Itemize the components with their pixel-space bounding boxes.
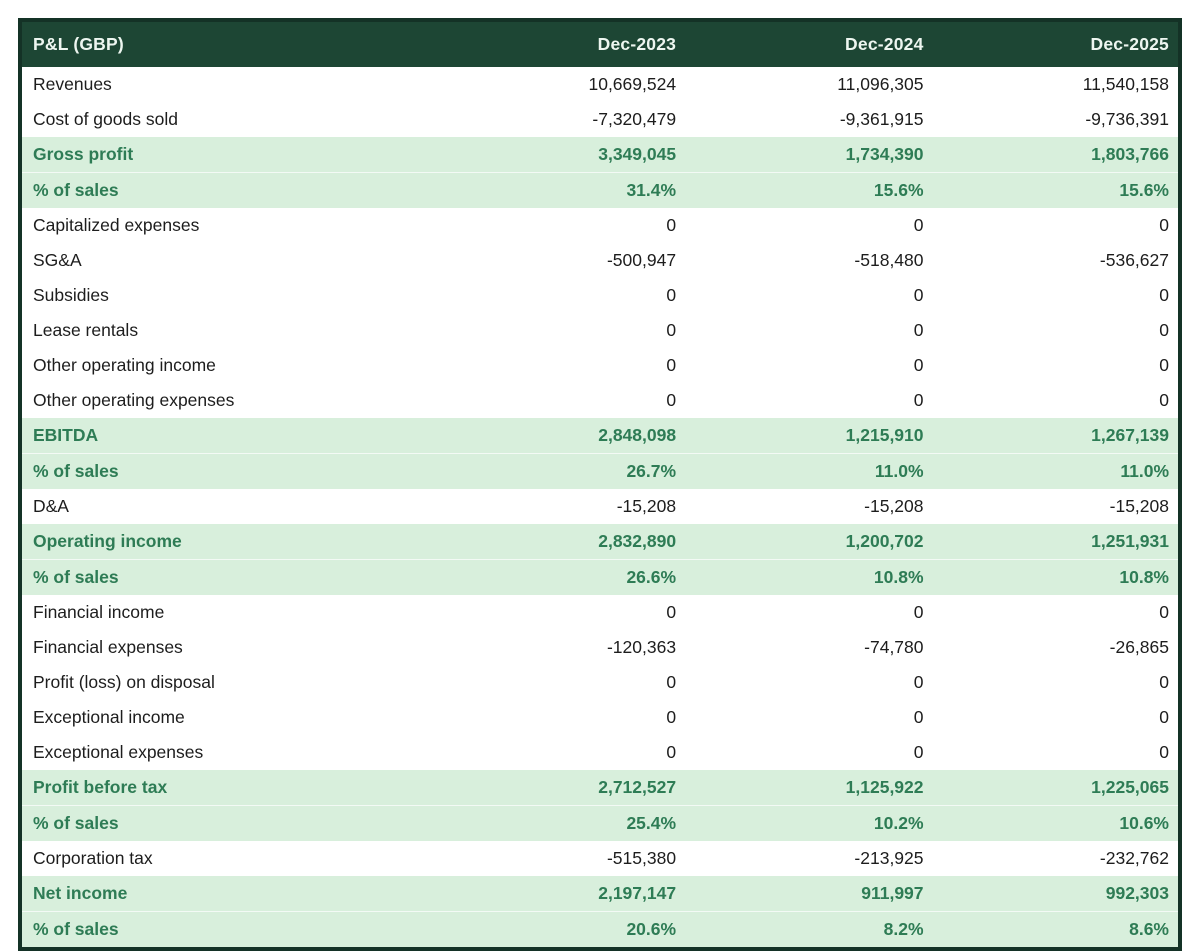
row-label: Corporation tax <box>20 841 438 876</box>
value-cell: 10.2% <box>685 806 932 842</box>
value-cell: -15,208 <box>438 489 685 524</box>
value-cell: 8.2% <box>685 912 932 950</box>
value-cell: 0 <box>933 278 1180 313</box>
value-cell: 1,225,065 <box>933 770 1180 806</box>
value-cell: 20.6% <box>438 912 685 950</box>
value-cell: 0 <box>685 595 932 630</box>
value-cell: 0 <box>438 313 685 348</box>
value-cell: -232,762 <box>933 841 1180 876</box>
row-label: Operating income <box>20 524 438 560</box>
value-cell: 26.7% <box>438 454 685 490</box>
value-cell: -213,925 <box>685 841 932 876</box>
value-cell: 0 <box>933 665 1180 700</box>
value-cell: 2,848,098 <box>438 418 685 454</box>
row-label: Other operating expenses <box>20 383 438 418</box>
value-cell: -9,361,915 <box>685 102 932 137</box>
value-cell: 0 <box>685 313 932 348</box>
row-label: Subsidies <box>20 278 438 313</box>
value-cell: -15,208 <box>933 489 1180 524</box>
header-row <box>20 20 1180 67</box>
value-cell: 0 <box>933 383 1180 418</box>
value-cell: 25.4% <box>438 806 685 842</box>
row-label: Capitalized expenses <box>20 208 438 243</box>
table-row <box>20 806 1180 842</box>
row-label: % of sales <box>20 806 438 842</box>
row-label: Financial income <box>20 595 438 630</box>
row-label: Lease rentals <box>20 313 438 348</box>
table-row <box>20 383 1180 418</box>
pnl-table-header <box>20 20 1180 67</box>
value-cell: 0 <box>438 665 685 700</box>
row-label: % of sales <box>20 173 438 209</box>
table-row <box>20 67 1180 102</box>
value-cell: 0 <box>685 383 932 418</box>
table-row <box>20 137 1180 173</box>
value-cell: 0 <box>685 665 932 700</box>
value-cell: 0 <box>685 208 932 243</box>
table-row <box>20 630 1180 665</box>
table-title: P&L (GBP) <box>20 20 438 67</box>
value-cell: 3,349,045 <box>438 137 685 173</box>
row-label: Financial expenses <box>20 630 438 665</box>
value-cell: 2,197,147 <box>438 876 685 912</box>
table-row <box>20 524 1180 560</box>
table-row <box>20 489 1180 524</box>
pnl-table-body <box>20 67 1180 949</box>
row-label: Cost of goods sold <box>20 102 438 137</box>
value-cell: 11.0% <box>685 454 932 490</box>
column-header: Dec-2025 <box>933 20 1180 67</box>
value-cell: 8.6% <box>933 912 1180 950</box>
value-cell: 0 <box>438 278 685 313</box>
value-cell: -515,380 <box>438 841 685 876</box>
value-cell: 10.8% <box>933 560 1180 596</box>
table-row <box>20 173 1180 209</box>
value-cell: 1,125,922 <box>685 770 932 806</box>
value-cell: 1,251,931 <box>933 524 1180 560</box>
row-label: Profit before tax <box>20 770 438 806</box>
column-header: Dec-2024 <box>685 20 932 67</box>
value-cell: -9,736,391 <box>933 102 1180 137</box>
value-cell: -500,947 <box>438 243 685 278</box>
value-cell: 10.6% <box>933 806 1180 842</box>
table-row <box>20 912 1180 950</box>
row-label: Net income <box>20 876 438 912</box>
value-cell: 1,267,139 <box>933 418 1180 454</box>
row-label: D&A <box>20 489 438 524</box>
row-label: % of sales <box>20 560 438 596</box>
value-cell: 0 <box>933 700 1180 735</box>
row-label: Exceptional expenses <box>20 735 438 770</box>
table-row <box>20 735 1180 770</box>
value-cell: -518,480 <box>685 243 932 278</box>
row-label: % of sales <box>20 912 438 950</box>
value-cell: 0 <box>438 348 685 383</box>
table-row <box>20 876 1180 912</box>
value-cell: -7,320,479 <box>438 102 685 137</box>
value-cell: 2,832,890 <box>438 524 685 560</box>
value-cell: 15.6% <box>685 173 932 209</box>
row-label: Gross profit <box>20 137 438 173</box>
table-row <box>20 278 1180 313</box>
pnl-table <box>18 18 1182 951</box>
row-label: Revenues <box>20 67 438 102</box>
value-cell: 0 <box>438 383 685 418</box>
value-cell: -120,363 <box>438 630 685 665</box>
value-cell: 0 <box>438 700 685 735</box>
value-cell: -15,208 <box>685 489 932 524</box>
row-label: % of sales <box>20 454 438 490</box>
value-cell: 0 <box>685 700 932 735</box>
value-cell: 0 <box>933 313 1180 348</box>
value-cell: 1,215,910 <box>685 418 932 454</box>
value-cell: 11,540,158 <box>933 67 1180 102</box>
value-cell: 0 <box>685 735 932 770</box>
table-row <box>20 243 1180 278</box>
row-label: Exceptional income <box>20 700 438 735</box>
table-row <box>20 208 1180 243</box>
value-cell: 11.0% <box>933 454 1180 490</box>
table-row <box>20 595 1180 630</box>
value-cell: 1,734,390 <box>685 137 932 173</box>
pnl-statement-container <box>18 18 1182 951</box>
value-cell: 2,712,527 <box>438 770 685 806</box>
value-cell: 0 <box>933 595 1180 630</box>
value-cell: 31.4% <box>438 173 685 209</box>
value-cell: 10,669,524 <box>438 67 685 102</box>
table-row <box>20 418 1180 454</box>
value-cell: 11,096,305 <box>685 67 932 102</box>
table-row <box>20 454 1180 490</box>
value-cell: 992,303 <box>933 876 1180 912</box>
value-cell: 15.6% <box>933 173 1180 209</box>
row-label: Other operating income <box>20 348 438 383</box>
value-cell: 0 <box>438 208 685 243</box>
value-cell: 0 <box>933 208 1180 243</box>
table-row <box>20 770 1180 806</box>
table-row <box>20 700 1180 735</box>
table-row <box>20 348 1180 383</box>
value-cell: 911,997 <box>685 876 932 912</box>
table-row <box>20 102 1180 137</box>
row-label: SG&A <box>20 243 438 278</box>
table-row <box>20 841 1180 876</box>
table-row <box>20 313 1180 348</box>
value-cell: 1,200,702 <box>685 524 932 560</box>
table-row <box>20 560 1180 596</box>
value-cell: 10.8% <box>685 560 932 596</box>
row-label: Profit (loss) on disposal <box>20 665 438 700</box>
value-cell: 1,803,766 <box>933 137 1180 173</box>
value-cell: -74,780 <box>685 630 932 665</box>
table-row <box>20 665 1180 700</box>
value-cell: 0 <box>933 348 1180 383</box>
value-cell: -26,865 <box>933 630 1180 665</box>
row-label: EBITDA <box>20 418 438 454</box>
value-cell: 26.6% <box>438 560 685 596</box>
value-cell: 0 <box>685 348 932 383</box>
value-cell: 0 <box>933 735 1180 770</box>
column-header: Dec-2023 <box>438 20 685 67</box>
value-cell: 0 <box>438 735 685 770</box>
value-cell: 0 <box>438 595 685 630</box>
value-cell: -536,627 <box>933 243 1180 278</box>
value-cell: 0 <box>685 278 932 313</box>
